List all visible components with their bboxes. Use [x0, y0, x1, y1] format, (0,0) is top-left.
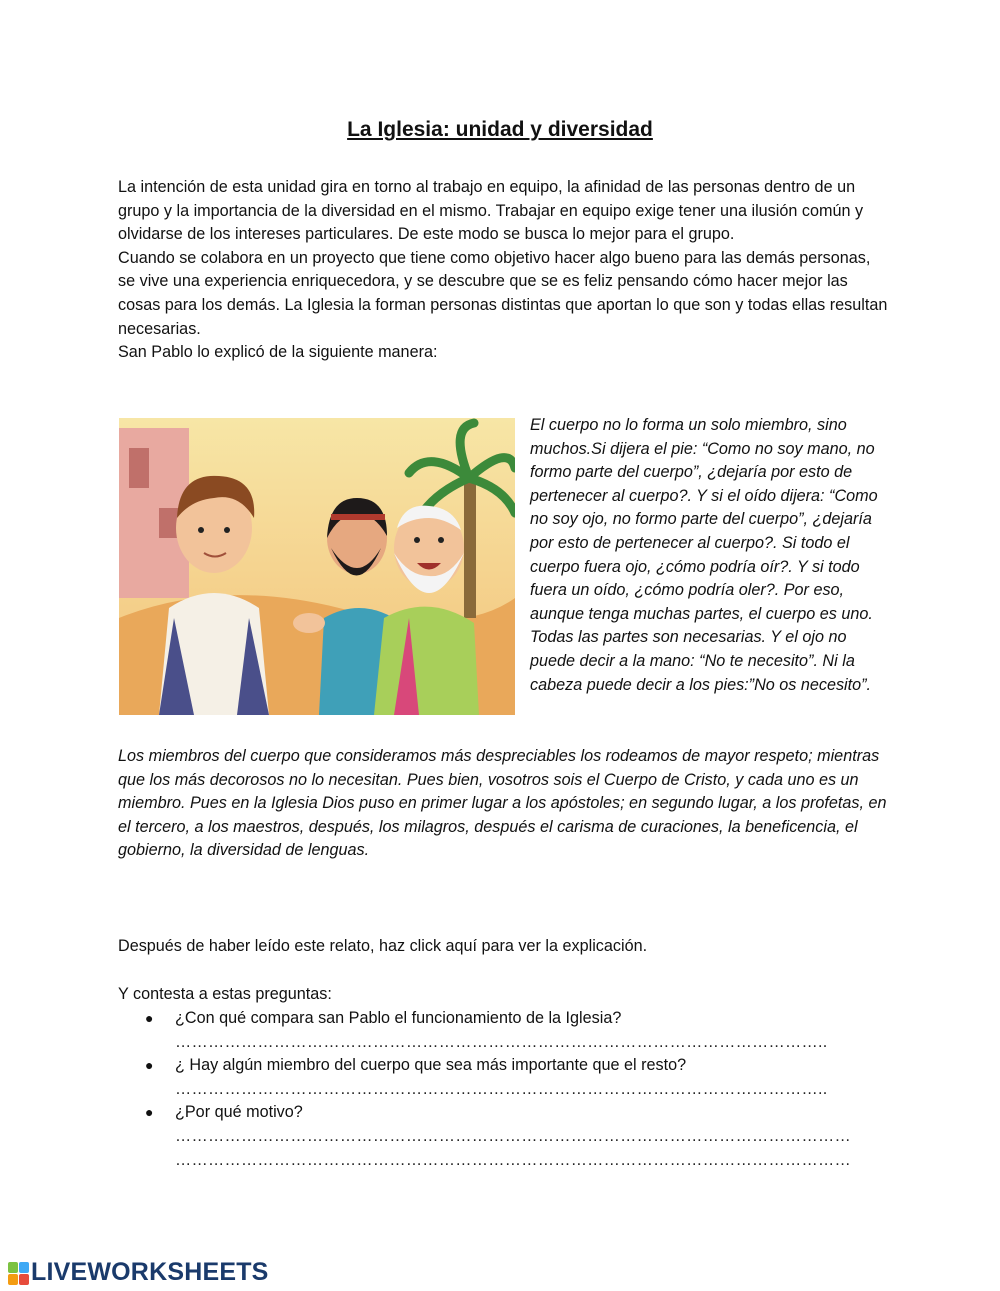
liveworksheets-logo: [8, 1258, 269, 1287]
intro-text: [118, 176, 888, 365]
questions-intro: Y contesta a estas preguntas:: [118, 985, 332, 1003]
list-item: [145, 1007, 885, 1054]
quote-side-text: El cuerpo no lo forma un solo miembro, sino muchos.Si dijera el pie: “Como no soy mano, no formo parte del cuerpo”, ¿dejaría por esto de pertenecer al cuerpo?. Y si el oído dijera: “Como no soy ojo, no formo parte del cuerpo”, ¿dejaría por esto de pertenecer al cuerpo?. Si todo el cuerpo fuera ojo, ¿cómo podría oír?. Y si todo fuera un oído, ¿cómo podría oler?. Por eso, aunque tenga muchas partes, el cuerpo es uno. Todas las partes son necesarias. Y el ojo no puede decir a la mano: “No te necesito”. Ni la cabeza puede decir a los pies:”No os necesito”.: [530, 416, 878, 694]
liveworksheets-logo-icon: [8, 1262, 28, 1284]
question-text: ¿Con qué compara san Pablo el funcionamiento de la Iglesia?: [175, 1009, 622, 1027]
bullet-icon: ●: [145, 1010, 154, 1026]
explanation-link-text[interactable]: Después de haber leído este relato, haz click aquí para ver la explicación.: [118, 937, 648, 955]
answer-field[interactable]: ……………………………………………………………………………………………………………: [175, 1126, 851, 1145]
intro-paragraph: Cuando se colabora en un proyecto que tiene como objetivo hacer algo bueno para las demás personas, se vive una experiencia enriquecedora, y se descubre que se es feliz pensando cómo hacer mejor las cosas para los demás. La Iglesia la forman personas distintas que aportan lo que son y todas ellas resultan necesarias.: [118, 248, 888, 338]
questions-list: [145, 1007, 885, 1172]
answer-field[interactable]: ………………………………………………………………………………………………………..: [175, 1079, 828, 1098]
list-item: [145, 1101, 885, 1172]
intro-paragraph: La intención de esta unidad gira en torno al trabajo en equipo, la afinidad de las personas dentro de un grupo y la importancia de la diversidad en el mismo. Trabajar en equipo exige tener una ilusión común y olvidarse de los intereses particulares. De este modo se busca lo mejor para el grupo.: [118, 178, 864, 244]
answer-field[interactable]: ………………………………………………………………………………………………………..: [175, 1032, 828, 1051]
page-title: La Iglesia: unidad y diversidad: [347, 118, 653, 141]
intro-paragraph: San Pablo lo explicó de la siguiente manera:: [118, 343, 438, 362]
bullet-icon: ●: [145, 1104, 154, 1121]
list-item: [145, 1054, 885, 1101]
answer-field[interactable]: ……………………………………………………………………………………………………………: [175, 1150, 851, 1169]
illustration-apostles: [119, 418, 515, 715]
logo-text: LIVEWORKSHEETS: [31, 1258, 269, 1286]
bullet-icon: ●: [145, 1057, 154, 1074]
quote-bottom-text: Los miembros del cuerpo que consideramos más despreciables los rodeamos de mayor respeto; mientras que los más decorosos no lo necesitan. Pues bien, vosotros sois el Cuerpo de Cristo, y cada uno es un miembro. Pues en la Iglesia Dios puso en primer lugar a los apóstoles; en segundo lugar, a los profetas, en el tercero, a los maestros, después, los milagros, después el carisma de curaciones, la beneficencia, el gobierno, la diversidad de lenguas.: [118, 747, 887, 860]
question-text: ¿ Hay algún miembro del cuerpo que sea más importante que el resto?: [175, 1056, 687, 1075]
question-text: ¿Por qué motivo?: [175, 1103, 303, 1122]
